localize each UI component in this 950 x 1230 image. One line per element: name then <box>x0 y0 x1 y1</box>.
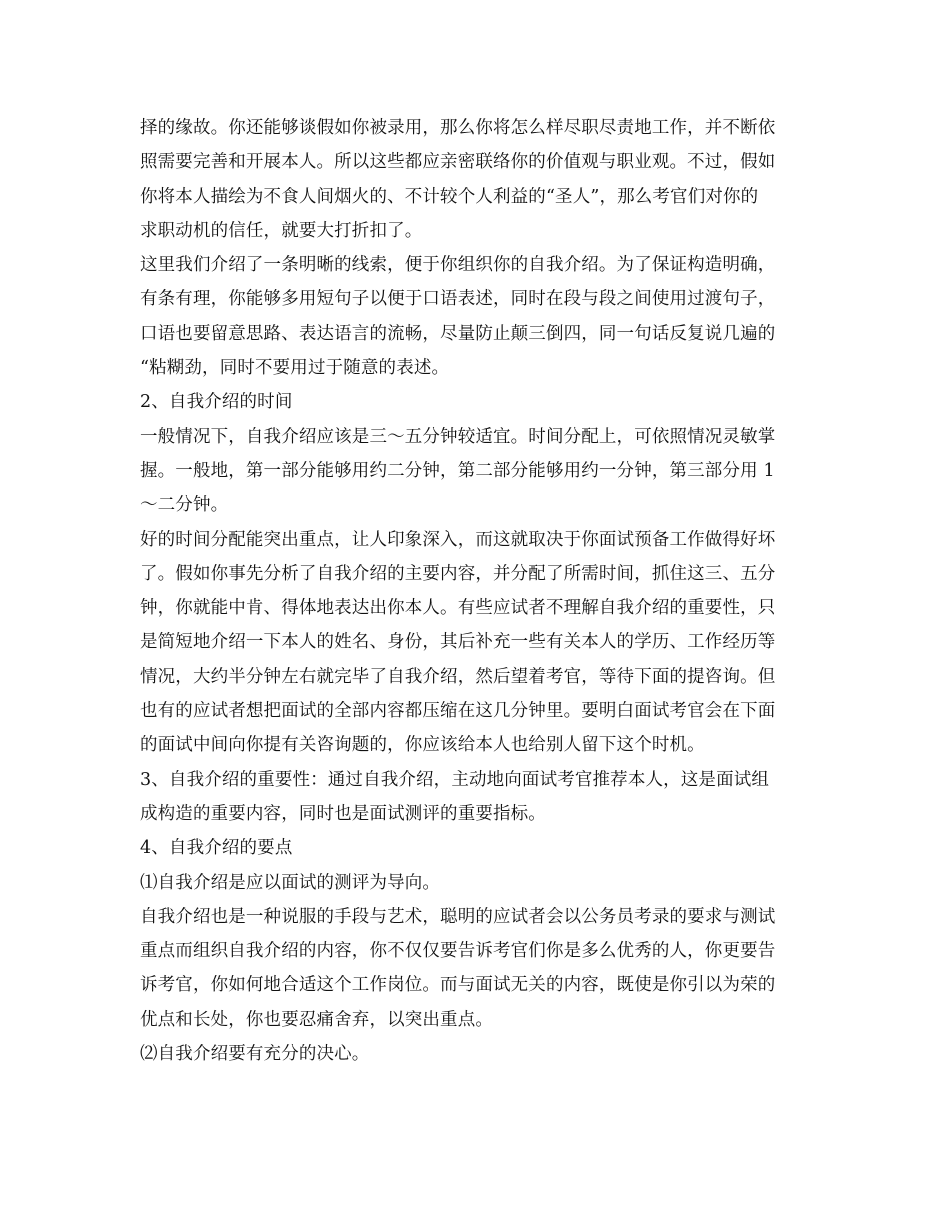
text-line: 诉考官，你如何地合适这个工作岗位。而与面试无关的内容，既使是你引以为荣的 <box>140 975 776 996</box>
text-line: 这里我们介绍了一条明晰的线索，便于你组织你的自我介绍。为了保证构造明确， <box>140 255 776 276</box>
document-body <box>140 111 820 1071</box>
subsection-heading: ⑴自我介绍是应以面试的测评为导向。 <box>140 872 441 893</box>
text-line: 一般情况下，自我介绍应该是三～五分钟较适宜。时间分配上，可依照情况灵敏掌 <box>140 426 776 447</box>
text-line: 照需要完善和开展本人。所以这些都应亲密联络你的价值观与职业观。不过，假如 <box>140 152 776 173</box>
text-line: 也有的应试者想把面试的全部内容都压缩在这几分钟里。要明白面试考官会在下面 <box>140 701 776 722</box>
text-line: 成构造的重要内容，同时也是面试测评的重要指标。 <box>140 803 546 824</box>
text-line: 重点而组织自我介绍的内容，你不仅仅要告诉考官们你是多么优秀的人，你更要告 <box>140 941 776 962</box>
text-line: “粘糊劲，同时不要用过于随意的表述。 <box>140 358 450 379</box>
text-line: 是简短地介绍一下本人的姓名、身份，其后补充一些有关本人的学历、工作经历等 <box>140 632 776 653</box>
text-line: 求职动机的信任，就要大打折扣了。 <box>140 220 423 241</box>
text-line: 的面试中间向你提有关咨询题的，你应该给本人也给别人留下这个时机。 <box>140 735 705 756</box>
section-heading: 3、自我介绍的重要性：通过自我介绍，主动地向面试考官推荐本人，这是面试组 <box>140 769 770 790</box>
text-line: 钟，你就能中肯、得体地表达出你本人。有些应试者不理解自我介绍的重要性，只 <box>140 598 776 619</box>
text-line: 口语也要留意思路、表达语言的流畅，尽量防止颠三倒四，同一句话反复说几遍的 <box>140 323 776 344</box>
text-line: 了。假如你事先分析了自我介绍的主要内容，并分配了所需时间，抓住这三、五分 <box>140 563 776 584</box>
subsection-heading: ⑵自我介绍要有充分的决心。 <box>140 1044 370 1065</box>
text-line: 握。一般地，第一部分能够用约二分钟，第二部分能够用约一分钟，第三部分用 1 <box>140 460 775 481</box>
text-line: 情况，大约半分钟左右就完毕了自我介绍，然后望着考官，等待下面的提咨询。但 <box>140 666 776 687</box>
text-line: 好的时间分配能突出重点，让人印象深入，而这就取决于你面试预备工作做得好坏 <box>140 529 776 550</box>
text-line: 你将本人描绘为不食人间烟火的、不计较个人利益的“圣人”，那么考官们对你的 <box>140 186 759 207</box>
text-line: ～二分钟。 <box>140 495 229 516</box>
section-heading: 4、自我介绍的要点 <box>140 838 293 859</box>
text-line: 自我介绍也是一种说服的手段与艺术，聪明的应试者会以公务员考录的要求与测试 <box>140 906 776 927</box>
section-heading: 2、自我介绍的时间 <box>140 392 293 413</box>
text-line: 择的缘故。你还能够谈假如你被录用，那么你将怎么样尽职尽责地工作，并不断依 <box>140 118 776 138</box>
text-line: 有条有理，你能够多用短句子以便于口语表述，同时在段与段之间使用过渡句子， <box>140 289 776 310</box>
text-line: 优点和长处，你也要忍痛舍弃，以突出重点。 <box>140 1009 493 1030</box>
